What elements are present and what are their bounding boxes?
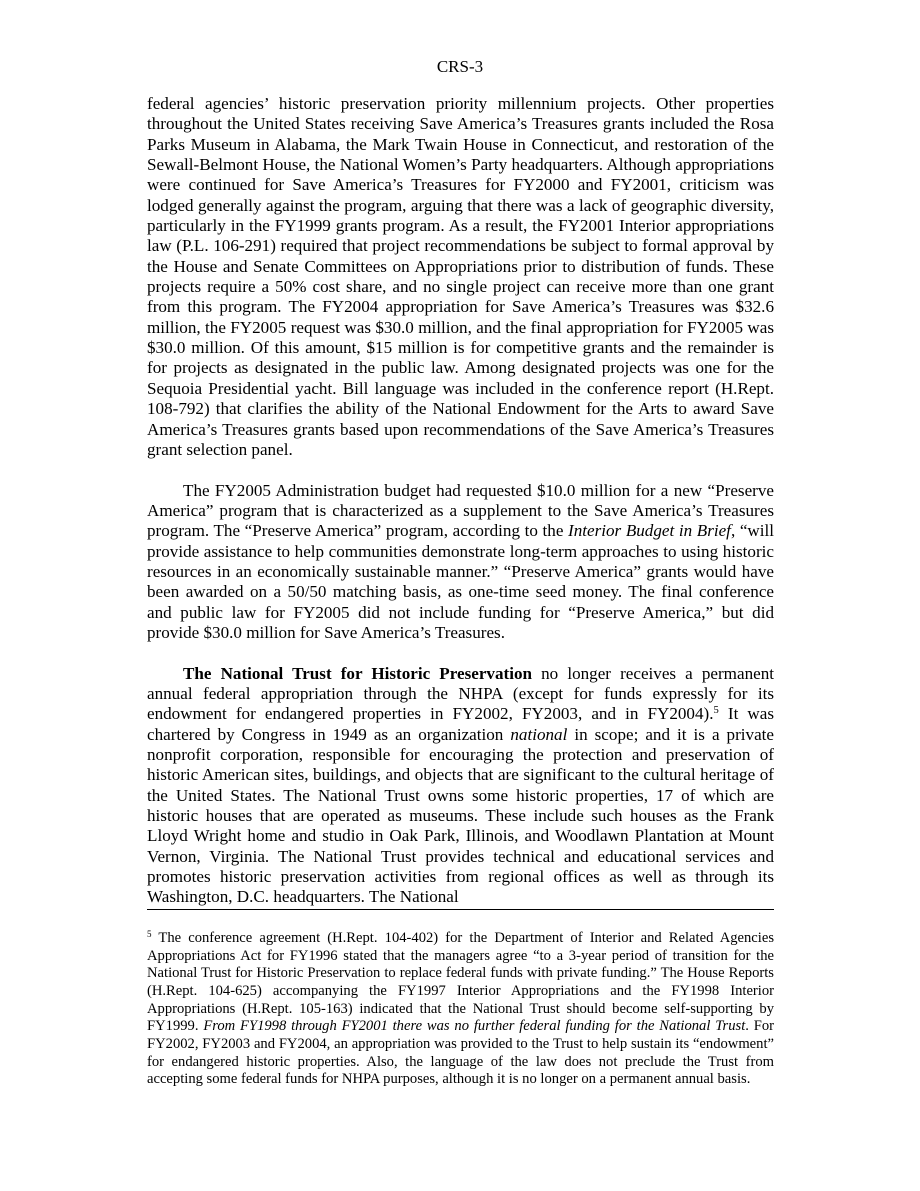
footnote-text: The conference agreement (H.Rept. 104-402) for the Department of Interior and Related Agencies Appropriations Act for FY1996 stated that the managers agree “to a 3-year period of transition for the National Trust for Historic Preservation to replace federal funds with private funding.” The House Reports (H.Rept. 104-625) accompanying the FY1997 Interior Appropriations and the FY1998 Interior Appropriations (H.Rept. 105-163) indicated that the National Trust should become self-supporting by FY1999. xyxy=(147,930,774,1035)
body-text xyxy=(147,94,774,928)
footnotes xyxy=(147,930,774,1089)
italic-publication-title: Interior Budget in Brief xyxy=(568,521,731,541)
paragraph-preserve-america xyxy=(147,481,774,644)
footnote-marker: 5 xyxy=(147,929,152,940)
paragraph-text: in scope; and it is a private nonprofit corporation, responsible for encouraging the protection and preservation of historic American sites, buildings, and objects that are significant to the cultural heritage of the United States. The National Trust owns some historic properties, 17 of which are historic houses that are operated as museums. These include such houses as the Frank Lloyd Wright home and studio in Oak Park, Illinois, and Woodlawn Plantation at Mount Vernon, Virginia. The National Trust provides technical and educational services and promotes historic preservation activities from regional offices as well as through its Washington, D.C. headquarters. The National xyxy=(147,724,774,907)
italic-national: national xyxy=(510,724,568,744)
paragraph-text: It was chartered by Congress in 1949 as an organization xyxy=(147,704,774,744)
footnote-text: . For FY2002, FY2003 and FY2004, an appropriation was provided to the Trust to help sustain its “endowment” for endangered historic properties. Also, the language of the law does not preclude the Trust from accepting some federal funds for NHPA purposes, although it is no longer on a permanent annual basis. xyxy=(147,1018,774,1088)
paragraph-text: , “will provide assistance to help communities demonstrate long-term approaches to using historic resources in an economically sustainable manner.” “Preserve America” grants would have been awarded on a 50/50 matching basis, as one-time seed money. The final conference and public law for FY2005 did not include funding for “Preserve America,” but did provide $30.0 million for Save America’s Treasures. xyxy=(147,521,775,642)
page-header xyxy=(0,56,920,78)
bold-heading-national-trust: The National Trust for Historic Preservation xyxy=(183,663,533,683)
paragraph-text: The FY2005 Administration budget had requested $10.0 million for a new “Preserve America” program that is characterized as a supplement to the Save America’s Treasures program. The “Preserve America” program, according to the xyxy=(147,480,774,541)
paragraph-save-americas-treasures xyxy=(147,94,774,460)
paragraph-national-trust xyxy=(147,664,774,908)
paragraph-text: federal agencies’ historic preservation priority millennium projects. Other properties throughout the United States receiving Save America’s Treasures grants included the Rosa Parks Museum in Alabama, the Mark Twain House in Connecticut, and restoration of the Sewall-Belmont House, the National Women’s Party headquarters. Although appropriations were continued for Save America’s Treasures for FY2000 and FY2001, criticism was lodged generally against the program, arguing that there was a lack of geographic diversity, particularly in the FY1999 grants program. As a result, the FY2001 Interior appropriations law (P.L. 106-291) required that project recommendations be subject to formal approval by the House and Senate Committees on Appropriations prior to distribution of funds. These projects require a 50% cost share, and no single project can receive more than one grant from this program. The FY2004 appropriation for Save America’s Treasures was $32.6 million, the FY2005 request was $30.0 million, and the final appropriation for FY2005 was $30.0 million. Of this amount, $15 million is for competitive grants and the remainder is for projects as designated in the public law. Among designated projects was one for the Sequoia Presidential yacht. Bill language was included in the conference report (H.Rept. 108-792) that clarifies the ability of the National Endowment for the Arts to award Save America’s Treasures grants based upon recommendations of the Save America’s Treasures grant selection panel. xyxy=(147,94,774,459)
paragraph-text: no longer receives a permanent annual federal appropriation through the NHPA (except for funds expressly for its endowment for endangered properties in FY2002, FY2003, and in FY2004). xyxy=(147,663,774,724)
footnote-italic-text: From FY1998 through FY2001 there was no further federal funding for the National Trust xyxy=(203,1018,746,1035)
footnote-5 xyxy=(147,930,774,1089)
page-number: CRS-3 xyxy=(436,57,484,76)
footnote-reference: 5 xyxy=(713,705,719,717)
footnote-divider xyxy=(147,909,774,910)
